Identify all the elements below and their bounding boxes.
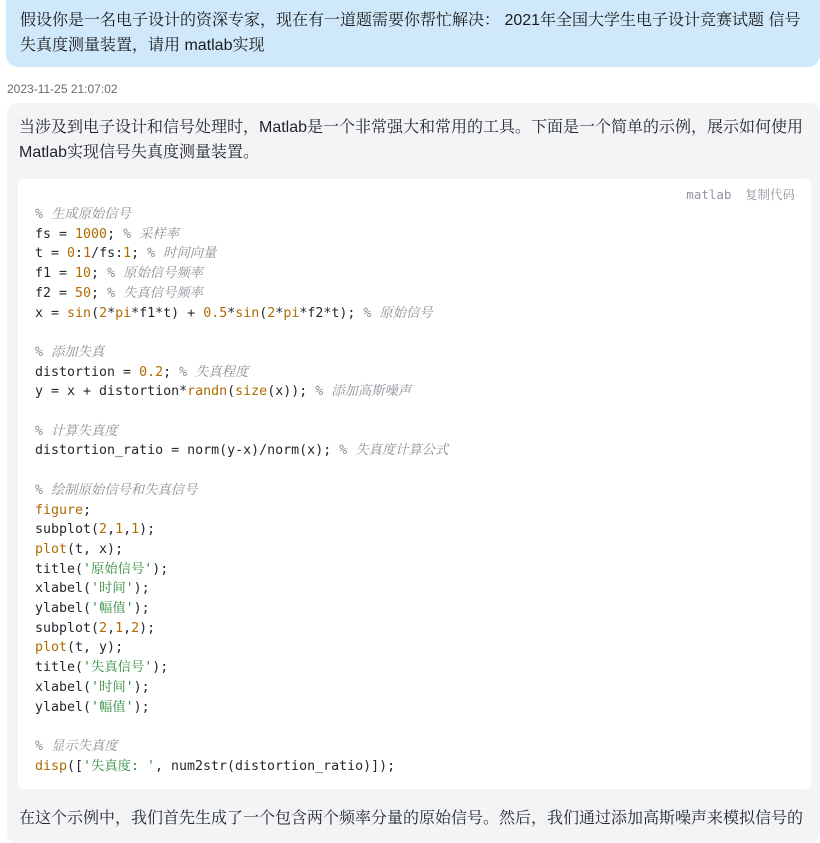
code-number: 1000 [75, 226, 108, 242]
code-text: *f2*t); [299, 305, 364, 321]
code-line [35, 522, 155, 537]
code-line [35, 621, 155, 636]
code-number: 2 [131, 620, 140, 636]
code-line [35, 562, 168, 577]
code-comment: % 绘制原始信号和失真信号 [35, 482, 198, 498]
code-text: * [227, 305, 236, 321]
code-number: 2 [99, 620, 108, 636]
code-text: (t, x); [67, 541, 124, 557]
code-text: fs = [35, 226, 76, 242]
code-comment: % 时间向量 [147, 246, 217, 262]
code-text: ylabel( [35, 699, 92, 715]
code-text: ylabel( [35, 601, 92, 617]
code-number: 1 [123, 246, 132, 262]
code-line [35, 680, 150, 695]
code-comment: % 原始信号 [363, 305, 433, 321]
code-text: ( [259, 305, 268, 321]
code-function: sin [67, 305, 92, 321]
code-comment: % 失真信号频率 [107, 285, 203, 301]
code-string: '失真度: ' [83, 758, 155, 774]
code-content [35, 205, 448, 776]
code-number: 2 [99, 305, 108, 321]
code-text: title( [35, 660, 84, 676]
code-number: 2 [267, 305, 276, 321]
code-header [686, 185, 795, 203]
code-string: '幅值' [91, 699, 134, 715]
code-line [35, 286, 203, 301]
code-comment: % 添加失真 [35, 344, 105, 360]
code-text: subplot( [35, 522, 100, 538]
code-line [35, 306, 433, 321]
code-text: (t, y); [67, 640, 124, 656]
code-string: '失真信号' [83, 660, 153, 676]
code-line [35, 483, 197, 498]
code-line [35, 365, 248, 380]
code-text: ; [83, 502, 92, 518]
message-timestamp: 2023-11-25 21:07:02 [7, 82, 118, 96]
answer-closing-text: 在这个示例中，我们首先生成了一个包含两个频率分量的原始信号。然后，我们通过添加高斯噪声来模拟信号的 [19, 810, 804, 827]
code-text: y = x + distortion* [35, 384, 188, 400]
code-text: distortion = [35, 364, 140, 380]
code-language-label: matlab [686, 187, 732, 202]
code-number: 1 [131, 522, 140, 538]
assistant-answer-card [7, 103, 820, 843]
code-line [35, 443, 448, 458]
code-text: x = [35, 305, 68, 321]
code-function: randn [187, 384, 228, 400]
code-comment: % 采样率 [123, 226, 179, 242]
code-text: , [123, 620, 132, 636]
code-text: , num2str(distortion_ratio)]); [154, 758, 396, 774]
code-text: ); [139, 522, 156, 538]
code-text: , [107, 522, 116, 538]
code-line [35, 700, 150, 715]
code-comment: % 显示失真度 [35, 738, 118, 754]
code-text: * [107, 305, 116, 321]
code-number: 10 [75, 266, 92, 282]
code-function: sin [235, 305, 260, 321]
code-string: '原始信号' [83, 561, 153, 577]
code-line [35, 384, 411, 399]
code-line [35, 739, 118, 754]
code-text: title( [35, 561, 84, 577]
code-line [35, 207, 131, 222]
code-text: , [123, 522, 132, 538]
code-text: , [107, 620, 116, 636]
code-text: ; [163, 364, 180, 380]
code-text: ; [131, 246, 148, 262]
code-text: * [275, 305, 284, 321]
code-line [35, 266, 203, 281]
code-function: size [235, 384, 268, 400]
code-number: 0 [67, 246, 76, 262]
code-string: '时间' [91, 679, 134, 695]
code-comment: % 生成原始信号 [35, 207, 131, 222]
code-text: ; [91, 285, 108, 301]
code-line [35, 246, 216, 261]
code-line [35, 424, 118, 439]
answer-intro-text: 当涉及到电子设计和信号处理时，Matlab是一个非常强大和常用的工具。下面是一个简单的示例，展示如何使用Matlab实现信号失真度测量装置。 [19, 119, 804, 161]
code-text: ); [133, 679, 150, 695]
code-text: ; [107, 226, 124, 242]
code-text: t = [35, 246, 68, 262]
code-block [18, 179, 811, 789]
code-string: '幅值' [91, 601, 134, 617]
user-message-text: 假设你是一名电子设计的资深专家，现在有一道题需要你帮忙解决： 2021年全国大学生电子设计竞赛试题 信号失真度测量装置，请用 matlab实现 [20, 12, 801, 54]
code-text: ( [227, 384, 236, 400]
code-text: ; [91, 266, 108, 282]
code-string: '时间' [91, 581, 134, 597]
code-function: pi [283, 305, 300, 321]
code-function: plot [35, 541, 68, 557]
code-text: xlabel( [35, 581, 92, 597]
code-line [35, 660, 168, 675]
code-number: 0.5 [203, 305, 228, 321]
code-line [35, 345, 104, 360]
code-text: f2 = [35, 285, 76, 301]
code-function: plot [35, 640, 68, 656]
code-function: pi [115, 305, 132, 321]
code-number: 1 [115, 620, 124, 636]
code-number: 50 [75, 285, 92, 301]
code-text: ); [133, 699, 150, 715]
code-line [35, 759, 395, 774]
code-line [35, 503, 91, 518]
code-function: disp [35, 758, 68, 774]
code-comment: % 计算失真度 [35, 423, 118, 439]
code-number: 0.2 [139, 364, 164, 380]
code-line [35, 581, 150, 596]
code-text: ); [133, 601, 150, 617]
code-number: 1 [83, 246, 92, 262]
code-number: 1 [115, 522, 124, 538]
code-comment: % 失真程度 [179, 364, 249, 380]
code-text: ( [91, 305, 100, 321]
code-comment: % 原始信号频率 [107, 266, 203, 282]
copy-code-button[interactable]: 复制代码 [744, 187, 795, 202]
code-text: distortion_ratio = norm(y-x)/norm(x); [35, 443, 340, 459]
code-text: f1 = [35, 266, 76, 282]
code-line [35, 640, 123, 655]
code-text: /fs: [91, 246, 124, 262]
code-text: *f1*t) + [131, 305, 204, 321]
code-text: ); [152, 561, 169, 577]
code-text: ); [139, 620, 156, 636]
code-line [35, 227, 179, 242]
code-text: subplot( [35, 620, 100, 636]
code-text: (x)); [267, 384, 316, 400]
code-text: ([ [67, 758, 84, 774]
code-text: ); [133, 581, 150, 597]
code-comment: % 添加高斯噪声 [315, 384, 412, 400]
code-text: ); [152, 660, 169, 676]
code-line [35, 601, 150, 616]
user-message-bubble [6, 0, 820, 67]
code-number: 2 [99, 522, 108, 538]
code-text: : [75, 246, 84, 262]
code-function: figure [35, 502, 84, 518]
code-comment: % 失真度计算公式 [339, 443, 449, 459]
code-text: xlabel( [35, 679, 92, 695]
code-line [35, 542, 123, 557]
